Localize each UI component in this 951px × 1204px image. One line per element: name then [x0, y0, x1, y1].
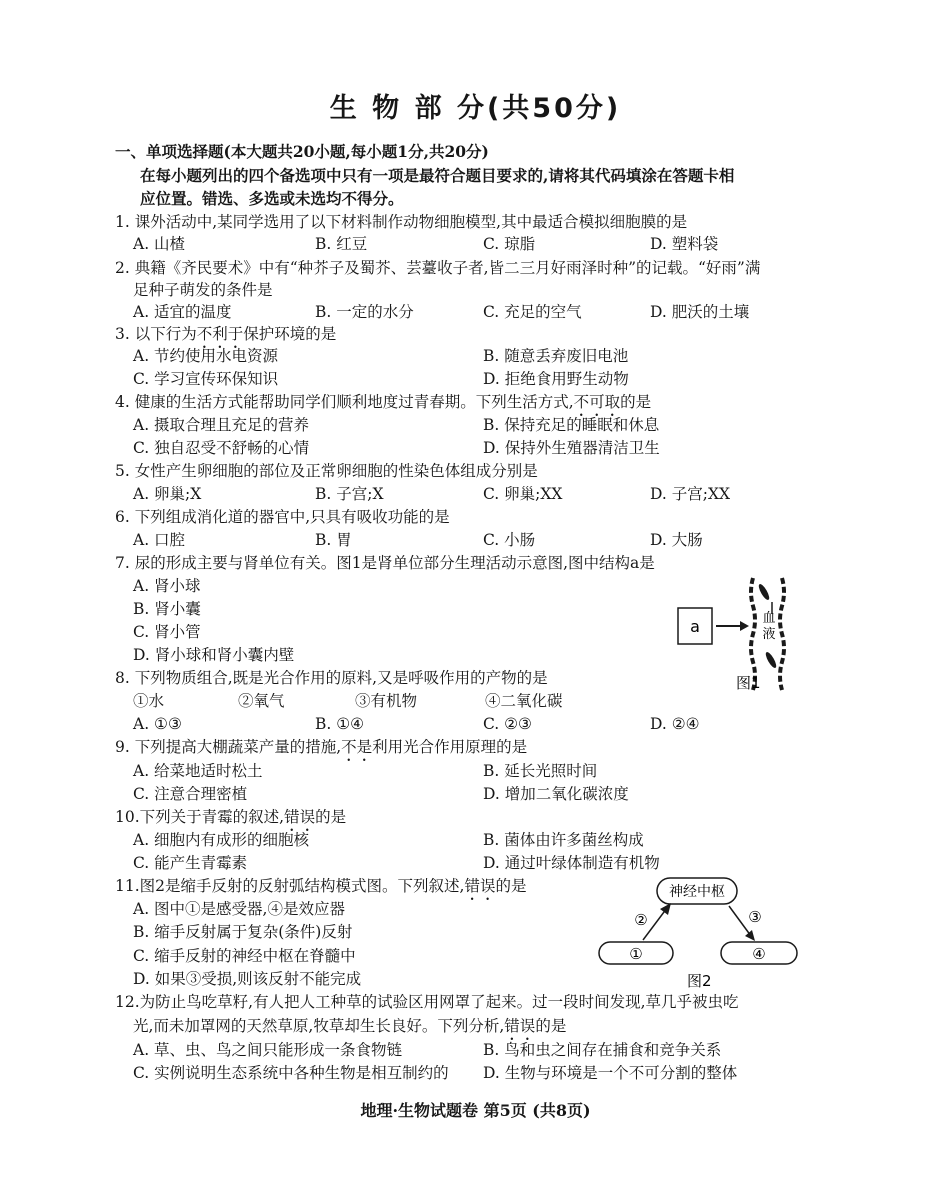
question-12-stem-1: 12.为防止鸟吃草籽,有人把人工种草的试验区用网罩了起来。过一段时间发现,草几乎被虫吃	[115, 993, 739, 1011]
q9-option-a: A. 给菜地适时松土	[133, 762, 263, 780]
emphasis-text: 不利于	[196, 325, 244, 343]
q3-option-a: A. 节约使用水电资源	[133, 347, 279, 365]
emphasis-text: 错误	[504, 1017, 536, 1035]
q4-option-c: C. 独自忍受不舒畅的心情	[133, 439, 310, 457]
q11-option-a: A. 图中①是感受器,④是效应器	[133, 900, 345, 918]
q11-option-d: D. 如果③受损,则该反射不能完成	[133, 970, 362, 988]
q4-option-d: D. 保持外生殖器清洁卫生	[483, 439, 660, 457]
q7-option-d: D. 肾小球和肾小囊内壁	[133, 646, 295, 664]
q5-option-b: B. 子宫;X	[315, 485, 384, 503]
q1-option-b: B. 红豆	[315, 235, 368, 253]
q4-option-b: B. 保持充足的睡眠和休息	[483, 416, 660, 434]
figure-1-caption: 图1	[736, 674, 761, 692]
q3-option-c: C. 学习宣传环保知识	[133, 370, 279, 388]
nerve-center-label: 神经中枢	[669, 884, 725, 900]
q12-option-d: D. 生物与环境是一个不可分割的整体	[483, 1064, 738, 1082]
node-3-label: ③	[748, 908, 762, 926]
q8-item-4: ④二氧化碳	[485, 692, 563, 710]
question-10-stem: 10.下列关于青霉的叙述,错误的是	[115, 808, 347, 826]
section-instruction-2: 应位置。错选、多选或未选均不得分。	[140, 189, 404, 208]
figure-2-caption: 图2	[687, 972, 712, 990]
afferent-arrowhead	[660, 903, 671, 915]
q11-option-c: C. 缩手反射的神经中枢在脊髓中	[133, 947, 356, 965]
q5-option-a: A. 卵巢;X	[133, 485, 202, 503]
q11-option-b: B. 缩手反射属于复杂(条件)反射	[133, 923, 353, 941]
q8-item-3: ③有机物	[355, 692, 418, 710]
filtration-arrowhead	[740, 621, 749, 631]
q12-option-b: B. 鸟和虫之间存在捕食和竞争关系	[483, 1041, 722, 1059]
question-2-stem-2: 足种子萌发的条件是	[133, 281, 273, 299]
figure-1-kidney-diagram	[672, 572, 802, 697]
q12-option-a: A. 草、虫、鸟之间只能形成一条食物链	[133, 1041, 403, 1059]
node-2-label: ②	[634, 911, 648, 929]
question-5-stem: 5. 女性产生卵细胞的部位及正常卵细胞的性染色体组成分别是	[115, 462, 538, 480]
q3-option-d: D. 拒绝食用野生动物	[483, 370, 629, 388]
emphasis-text: 错误	[284, 808, 316, 826]
node-1-label: ①	[629, 945, 643, 963]
blood-cell	[757, 583, 771, 602]
blood-label-2: 液	[762, 627, 776, 642]
q4-option-a: A. 摄取合理且充足的营养	[133, 416, 310, 434]
q6-option-b: B. 胃	[315, 531, 352, 549]
page-title: 生 物 部 分(共50分)	[329, 93, 622, 124]
q6-option-c: C. 小肠	[483, 531, 536, 549]
q9-option-b: B. 延长光照时间	[483, 762, 598, 780]
question-12-stem-2: 光,而未加罩网的天然草原,牧草却生长良好。下列分析,错误的是	[133, 1017, 567, 1035]
section-instruction-1: 在每小题列出的四个备选项中只有一项是最符合题目要求的,请将其代码填涂在答题卡相	[140, 166, 735, 185]
structure-a-label: a	[690, 617, 700, 636]
figure-2-reflex-arc	[595, 874, 810, 992]
q10-option-c: C. 能产生青霉素	[133, 854, 248, 872]
vessel-wall-right	[780, 578, 784, 690]
question-4-stem: 4. 健康的生活方式能帮助同学们顺利地度过青春期。下列生活方式,不可取的是	[115, 393, 652, 411]
q7-option-c: C. 肾小管	[133, 623, 201, 641]
question-3-stem: 3. 以下行为不利于保护环境的是	[115, 325, 337, 343]
q8-option-b: B. ①④	[315, 715, 365, 733]
q8-item-1: ①水	[133, 692, 165, 710]
question-6-stem: 6. 下列组成消化道的器官中,只具有吸收功能的是	[115, 508, 450, 526]
question-7-stem: 7. 尿的形成主要与肾单位有关。图1是肾单位部分生理活动示意图,图中结构a是	[115, 554, 655, 572]
node-4-label: ④	[752, 945, 766, 963]
q8-item-2: ②氧气	[238, 692, 285, 710]
q5-option-c: C. 卵巢;XX	[483, 485, 563, 503]
question-11-stem: 11.图2是缩手反射的反射弧结构模式图。下列叙述,错误的是	[115, 877, 527, 895]
emphasis-text: 不可取	[573, 393, 621, 411]
q2-option-d: D. 肥沃的土壤	[650, 303, 750, 321]
q1-option-d: D. 塑料袋	[650, 235, 719, 253]
q10-option-b: B. 菌体由许多菌丝构成	[483, 831, 644, 849]
blood-label-1: 血	[762, 611, 776, 626]
q1-option-a: A. 山楂	[133, 235, 186, 253]
q8-option-c: C. ②③	[483, 715, 532, 733]
question-9-stem: 9. 下列提高大棚蔬菜产量的措施,不是利用光合作用原理的是	[115, 738, 528, 756]
section-heading: 一、单项选择题(本大题共20小题,每小题1分,共20分)	[115, 142, 489, 161]
q8-option-d: D. ②④	[650, 715, 700, 733]
q6-option-a: A. 口腔	[133, 531, 186, 549]
emphasis-text: 不是	[341, 738, 373, 756]
q2-option-c: C. 充足的空气	[483, 303, 582, 321]
q12-option-c: C. 实例说明生态系统中各种生物是相互制约的	[133, 1064, 449, 1082]
page-footer: 地理·生物试题卷 第5页 (共8页)	[360, 1101, 591, 1120]
q6-option-d: D. 大肠	[650, 531, 703, 549]
q9-option-d: D. 增加二氧化碳浓度	[483, 785, 629, 803]
q1-option-c: C. 琼脂	[483, 235, 536, 253]
emphasis-text: 错误	[464, 877, 496, 895]
q2-option-b: B. 一定的水分	[315, 303, 414, 321]
q3-option-b: B. 随意丢弃废旧电池	[483, 347, 629, 365]
q5-option-d: D. 子宫;XX	[650, 485, 731, 503]
question-8-stem: 8. 下列物质组合,既是光合作用的原料,又是呼吸作用的产物的是	[115, 669, 548, 687]
q10-option-d: D. 通过叶绿体制造有机物	[483, 854, 660, 872]
q9-option-c: C. 注意合理密植	[133, 785, 248, 803]
q2-option-a: A. 适宜的温度	[133, 303, 232, 321]
blood-cell	[764, 651, 778, 670]
q10-option-a: A. 细胞内有成形的细胞核	[133, 831, 310, 849]
question-2-stem-1: 2. 典籍《齐民要术》中有“种芥子及蜀芥、芸薹收子者,皆二三月好雨泽时种”的记载。“好雨”满	[115, 259, 761, 277]
question-1-stem: 1. 课外活动中,某同学选用了以下材料制作动物细胞模型,其中最适合模拟细胞膜的是	[115, 213, 688, 231]
q7-option-b: B. 肾小囊	[133, 600, 201, 618]
efferent-arrowhead	[745, 930, 755, 941]
q7-option-a: A. 肾小球	[133, 577, 201, 595]
q8-option-a: A. ①③	[133, 715, 182, 733]
